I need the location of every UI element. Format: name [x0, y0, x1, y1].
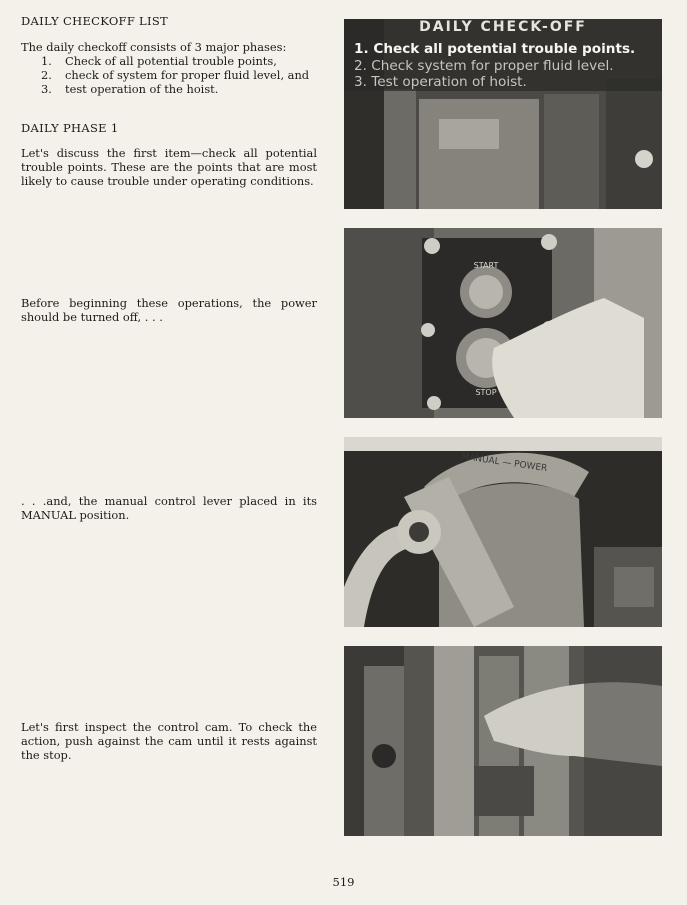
phase1-heading: DAILY PHASE 1 — [21, 121, 119, 135]
page-number: 519 — [332, 875, 355, 889]
list-text: check of system for proper fluid level, and — [65, 68, 310, 82]
caption-power-off: Before beginning these operations, the power should be turned off, . . . — [21, 296, 317, 324]
page-title: DAILY CHECKOFF LIST — [21, 14, 168, 28]
list-item — [21, 68, 317, 82]
list-item — [21, 82, 317, 96]
slide-item: 3. Test operation of hoist. — [354, 74, 527, 90]
photo-checkoff-slide — [344, 19, 662, 209]
caption-control-cam: Let's first inspect the control cam. To check the action, push against the cam until it rests against the stop. — [21, 720, 317, 762]
control-cam-photo — [344, 646, 662, 836]
start-label: START — [473, 261, 499, 270]
slide-item: 1. Check all potential trouble points. — [354, 41, 636, 57]
phase-list — [21, 54, 317, 96]
manual-power-label: MANUAL — POWER — [460, 452, 548, 474]
list-number: 1. — [41, 54, 52, 68]
list-text: test operation of the hoist. — [65, 82, 219, 96]
photo-manual-lever — [344, 437, 662, 627]
start-stop-switch-photo — [344, 228, 662, 418]
list-number: 2. — [41, 68, 52, 82]
phase1-text: Let's discuss the first item—check all potential trouble points. These are the points that are most likely to cause trouble under operating conditions. — [21, 146, 317, 188]
slide-title: DAILY CHECK-OFF — [419, 19, 587, 35]
photo-control-cam — [344, 646, 662, 836]
slide-item: 2. Check system for proper fluid level. — [354, 57, 614, 74]
photo-power-switch — [344, 228, 662, 418]
list-item — [21, 54, 317, 68]
intro-text: The daily checkoff consists of 3 major phases: — [21, 40, 287, 54]
slide-list — [354, 41, 635, 91]
list-text: Check of all potential trouble points, — [65, 54, 277, 68]
stop-label: STOP — [475, 388, 497, 397]
manual-power-lever-photo — [344, 437, 662, 627]
list-number: 3. — [41, 82, 52, 96]
caption-manual-lever: . . .and, the manual control lever placed in its MANUAL position. — [21, 494, 317, 522]
